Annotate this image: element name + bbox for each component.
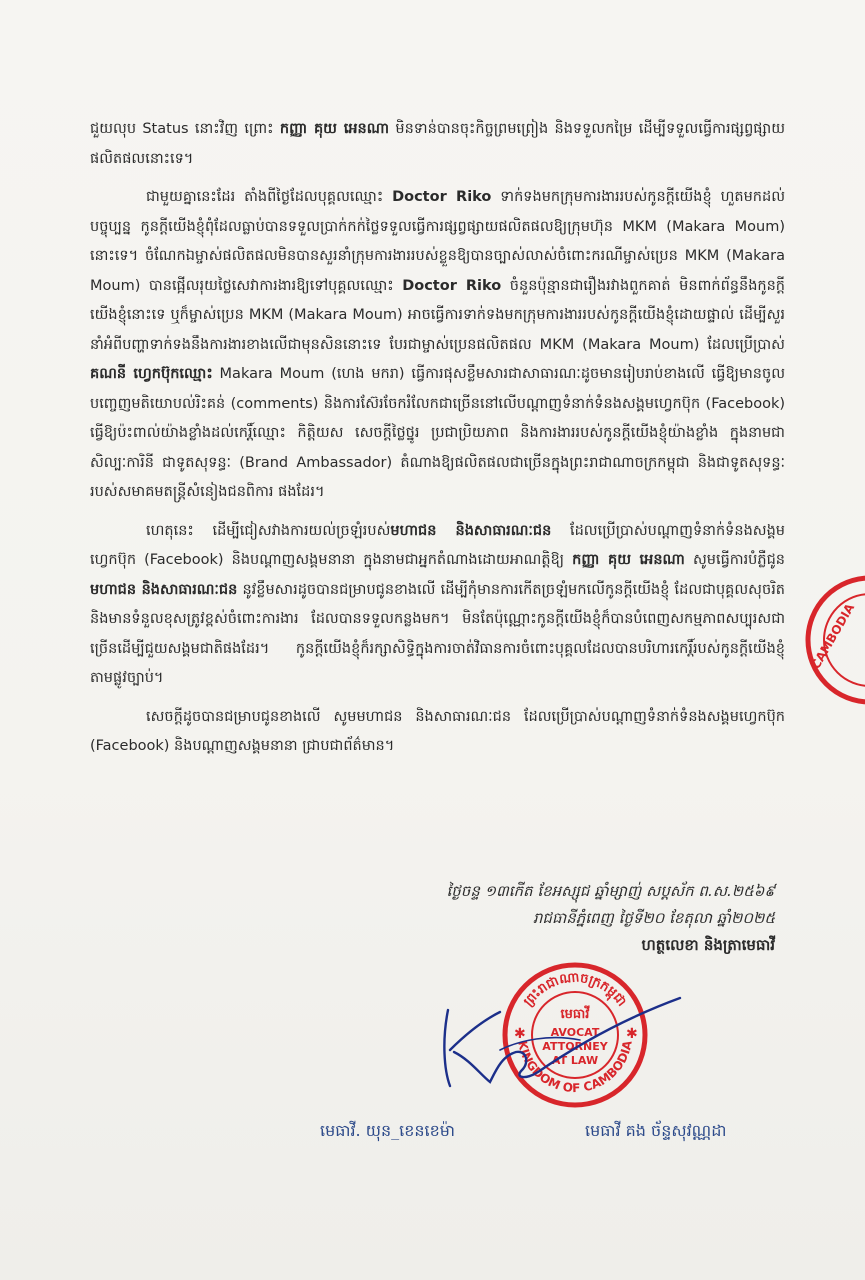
stamp-edge-text: CAMBODIA — [808, 601, 858, 672]
text-segment: ដែលប្រើប្រាស់បណ្តាញទំនាក់ទំនងសង្គមហ្វេកប៊ុក (Facebook) និងបណ្តាញសង្គមនានា ក្នុងនាមជាអ្នកតំណាងដោយអាណត្តិឱ្យ — [90, 522, 785, 568]
text-segment: នូវខ្លឹមសារដូចបានជម្រាបជូនខាងលើ ដើម្បីកុំមានការកើតច្រឡំមកលើកូនក្តីយើងខ្ញុំ ដែលជាបុគ្គលសុចរិត និងមានទំនួលខុសត្រូវខ្ពស់ចំពោះការងារ ដែលបានទទួលកន្លងមក។ មិនតែប៉ុណ្ណោះកូនក្តីយើងខ្ញុំក៏បានបំពេញសកម្មភាពសប្បុរសជាច្រើនដើម្បីជួយសង្គមជាតិផងដែរ។ កូនក្តីយើងខ្ញុំក៏រក្សាសិទ្ធិក្នុងការចាត់វិធានការចំពោះបុគ្គលដែលបានបរិហារកេរ្តិ៍របស់កូនក្តីយើងខ្ញុំ តាមផ្លូវច្បាប់។ — [90, 581, 785, 686]
stamp-bottom-text: KINGDOM OF CAMBODIA — [515, 1039, 635, 1096]
bold-text-segment: Doctor Riko — [402, 277, 502, 294]
stamp-top-text: ព្រះរាជាណាចក្រកម្ពុជា — [521, 970, 630, 1010]
lunar-date: ថ្ងៃចន្ទ ១៣កើត ខែអស្សុជ ឆ្នាំម្សាញ់ សប្តស័ក ព.ស.២៥៦៩ — [446, 882, 775, 900]
stamp-line-2: ATTORNEY — [542, 1040, 608, 1053]
paragraph-closing — [90, 703, 785, 762]
bold-text-segment: Doctor Riko — [392, 189, 492, 205]
handwritten-signature — [430, 990, 690, 1100]
stamp-center-khmer: មេធាវី — [560, 1007, 590, 1022]
letter-body — [90, 115, 785, 771]
text-segment: សូមធ្វើការបំភ្លឺជូន — [684, 552, 786, 568]
text-segment: ចំនួនប៉ុន្មានជារឿងរវាងពួកគាត់ មិនពាក់ព័ន្ធនឹងកូនក្តីយើងខ្ញុំនោះទេ ឬក៏ម្ចាស់ប្រេន MKM (Makara Moum) អាចធ្វើការទាក់ទងមកក្រុមការងាររបស់កូនក្តីយើងខ្ញុំដោយផ្ទាល់ ដើម្បីសួរនាំអំពីបញ្ហាទាក់ទងនឹងការងារខាងលើជាមុនសិននោះទេ បែរជាម្ចាស់ប្រេនផលិតផល MKM (Makara Moum) ដែលប្រើប្រាស់ — [90, 277, 786, 353]
stamp-line-1: AVOCAT — [550, 1026, 600, 1039]
paragraph-status-removal — [90, 115, 785, 174]
paragraph-background — [90, 183, 785, 508]
stamp-partial-right — [800, 570, 865, 710]
text-segment: ជាមួយគ្នានេះដែរ តាំងពីថ្ងៃដែលបុគ្គលឈ្មោះ — [146, 189, 393, 205]
paragraph-clarification — [90, 517, 785, 694]
stamp-line-3: AT LAW — [551, 1054, 599, 1067]
bold-text-segment: គណនី ហ្វេកប៊ុកឈ្មោះ — [90, 366, 213, 382]
signer-left-name: មេធាវី. យុន_ខេនខេម៉ា — [320, 1121, 455, 1140]
signer-right-name: មេធាវី គង ច័ន្ទសុវណ្ណដា — [585, 1121, 727, 1140]
text-segment: Makara Moum (ហេង មករា) ធ្វើការផុសខ្លឹមសារជាសាធារណៈដូចមានរៀបរាប់ខាងលើ ធ្វើឱ្យមានចូលបញ្ចេញមតិយោបល់រិះគន់ (comments) និងការស៊ែរចែករំលែកជាច្រើននៅលើបណ្តាញទំនាក់ទំនងសង្គមហ្វេកប៊ុក (Facebook) ធ្វើឱ្យប៉ះពាល់យ៉ាងខ្លាំងដល់កេរ្តិ៍ឈ្មោះ កិត្តិយស សេចក្តីថ្លៃថ្នូរ ប្រជាប្រិយភាព និងការងាររបស់កូនក្តីយើងខ្ញុំយ៉ាងខ្លាំង ក្នុងនាមជាសិល្បៈការិនី ជាទូតសុទន្ធៈ (Brand Ambassador) តំណាងឱ្យផលិតផលជាច្រើនក្នុងព្រះរាជាណាចក្រកម្ពុជា និងជាទូតសុទន្ធៈរបស់សមាគមតន្ត្រីសំនៀងជនពិការ ផងដែរ។ — [90, 366, 785, 500]
text-segment: សេចក្តីដូចបានជម្រាបជូនខាងលើ សូមមហាជន និងសាធារណៈជន ដែលប្រើប្រាស់បណ្តាញទំនាក់ទំនងសង្គមហ្វេកប៊ុក (Facebook) និងបណ្តាញសង្គមនានា ជ្រាបជាព័ត៌មាន។ — [90, 708, 785, 754]
text-segment: ជួយលុប Status នោះវិញ ព្រោះ — [90, 121, 280, 137]
text-segment: មិនទាន់បានចុះកិច្ចព្រមព្រៀង និងទទួលកម្រៃ ដើម្បីទទួលធ្វើការផ្សព្វផ្សាយផលិតផលនោះទេ។ — [90, 121, 786, 167]
bold-text-segment: កញ្ញា គុយ អេនណា — [572, 552, 685, 568]
bold-text-segment: មហាជន និងសាធារណៈជន — [390, 522, 552, 539]
bold-text-segment: កញ្ញា គុយ អេនណា — [279, 121, 390, 137]
stamp-star-right: ✱ — [626, 1026, 638, 1042]
date-block — [355, 878, 775, 959]
text-segment: ហេតុនេះ ដើម្បីជៀសវាងការយល់ច្រឡំរបស់ — [146, 522, 391, 539]
bold-text-segment: មហាជន និងសាធារណៈជន — [90, 581, 238, 598]
text-segment: ទាក់ទងមកក្រុមការងាររបស់កូនក្តីយើងខ្ញុំ ហួតមកដល់បច្ចុប្បន្ន កូនក្តីយើងខ្ញុំពុំដែលធ្លាប់បានទទួលប្រាក់កក់ថ្លៃទទួលធ្វើការផ្សព្វផ្សាយផលិតផលឱ្យក្រុមហ៊ុន MKM (Makara Moum) នោះទេ។ ចំណែកឯម្ចាស់ផលិតផលមិនបានសួរនាំក្រុមការងាររបស់ខ្លួនឱ្យបានច្បាស់លាស់ចំពោះករណីម្ចាស់ប្រេន MKM (Makara Moum) បានផ្អើលរុយថ្លៃសេវាការងារឱ្យទៅបុគ្គលឈ្មោះ — [90, 189, 785, 294]
signature-title: ហត្ថលេខា និងត្រាមេធាវី — [641, 936, 775, 954]
stamp-star-left: ✱ — [514, 1026, 526, 1042]
solar-date: រាជធានីភ្នំពេញ ថ្ងៃទី២០ ខែតុលា ឆ្នាំ២០២៥ — [532, 909, 775, 927]
